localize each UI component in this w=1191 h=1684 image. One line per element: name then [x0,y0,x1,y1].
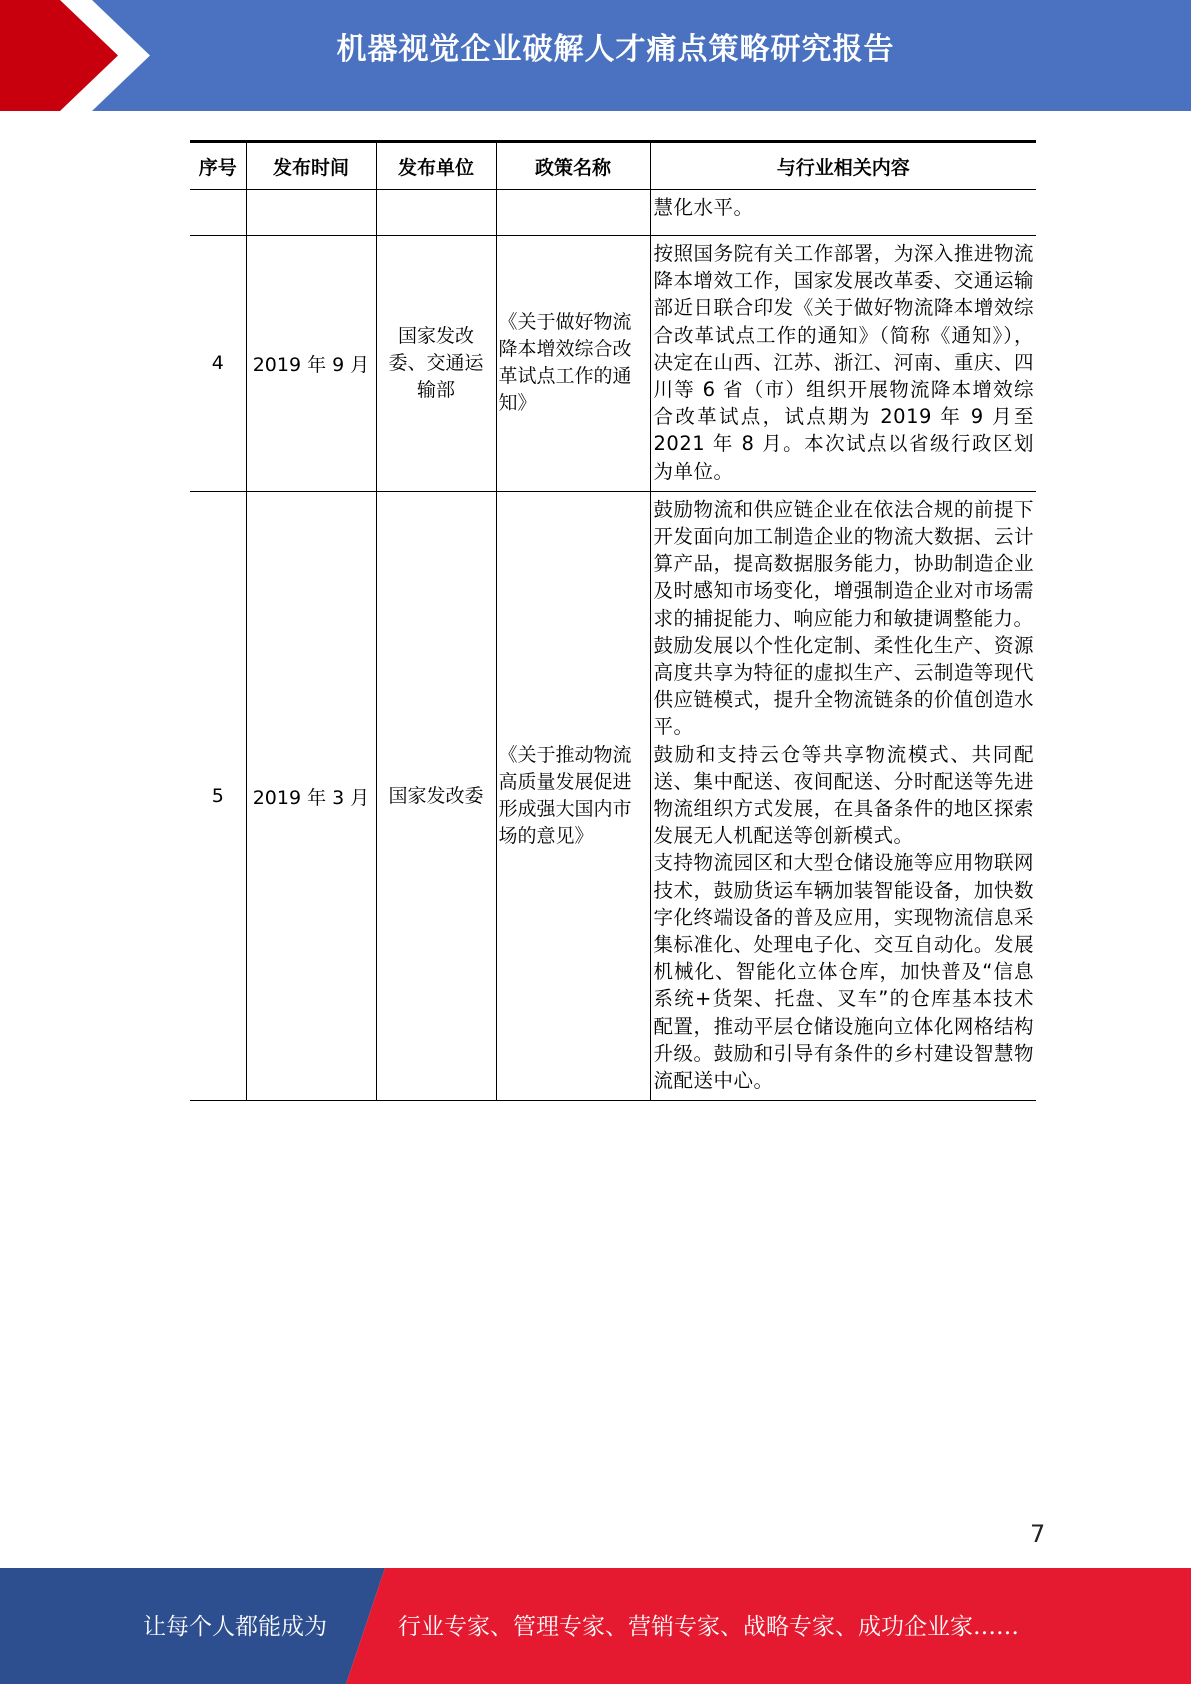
table-header-row [190,142,1036,190]
table-row [190,190,1036,236]
report-title: 机器视觉企业破解人才痛点策略研究报告 [336,32,895,67]
cell-num: 5 [190,491,246,1100]
footer-tagline: 行业专家、管理专家、营销专家、战略专家、成功企业家…… [398,1614,1019,1640]
cell-content: 慧化水平。 [650,190,1036,236]
policy-table [190,140,1036,1101]
page-number: 7 [1030,1520,1046,1548]
cell-date [246,190,376,236]
header-bar [0,0,1191,111]
table-row [190,236,1036,492]
column-header-name: 政策名称 [496,142,650,190]
cell-name [496,190,650,236]
cell-unit: 国家发改委 [376,491,496,1100]
footer-banner [0,1568,1191,1684]
footer-slogan: 让每个人都能成为 [143,1614,327,1640]
column-header-content: 与行业相关内容 [650,142,1036,190]
cell-num [190,190,246,236]
cell-content: 按照国务院有关工作部署，为深入推进物流降本增效工作，国家发展改革委、交通运输部近日联合印发《关于做好物流降本增效综合改革试点工作的通知》（简称《通知》），决定在山西、江苏、浙江、河南、重庆、四川等 6 省（市）组织开展物流降本增效综合改革试点，试点期为 2019 年 9 月至 2021 年 8 月。本次试点以省级行政区划为单位。 [650,236,1036,492]
table-row [190,491,1036,1100]
cell-name: 《关于推动物流高质量发展促进形成强大国内市场的意见》 [496,491,650,1100]
cell-unit [376,190,496,236]
cell-content: 鼓励物流和供应链企业在依法合规的前提下开发面向加工制造企业的物流大数据、云计算产品，提高数据服务能力，协助制造企业及时感知市场变化，增强制造企业对市场需求的捕捉能力、响应能力和敏捷调整能力。 鼓励发展以个性化定制、柔性化生产、资源高度共享为特征的虚拟生产、云制造等现代供应链模式，提升全物流链条的价值创造水平。 鼓励和支持云仓等共享物流模式、共同配送、集中配送、夜间配送、分时配送等先进物流组织方式发展，在具备条件的地区探索发展无人机配送等创新模式。 支持物流园区和大型仓储设施等应用物联网技术，鼓励货运车辆加装智能设备，加快数字化终端设备的普及应用，实现物流信息采集标准化、处理电子化、交互自动化。发展机械化、智能化立体仓库，加快普及“信息系统+货架、托盘、叉车”的仓库基本技术配置，推动平层仓储设施向立体化网格结构升级。鼓励和引导有条件的乡村建设智慧物流配送中心。 [650,491,1036,1100]
column-header-num: 序号 [190,142,246,190]
cell-date: 2019 年 9 月 [246,236,376,492]
cell-date: 2019 年 3 月 [246,491,376,1100]
cell-num: 4 [190,236,246,492]
cell-unit: 国家发改委、交通运输部 [376,236,496,492]
column-header-date: 发布时间 [246,142,376,190]
cell-name: 《关于做好物流降本增效综合改革试点工作的通知》 [496,236,650,492]
column-header-unit: 发布单位 [376,142,496,190]
